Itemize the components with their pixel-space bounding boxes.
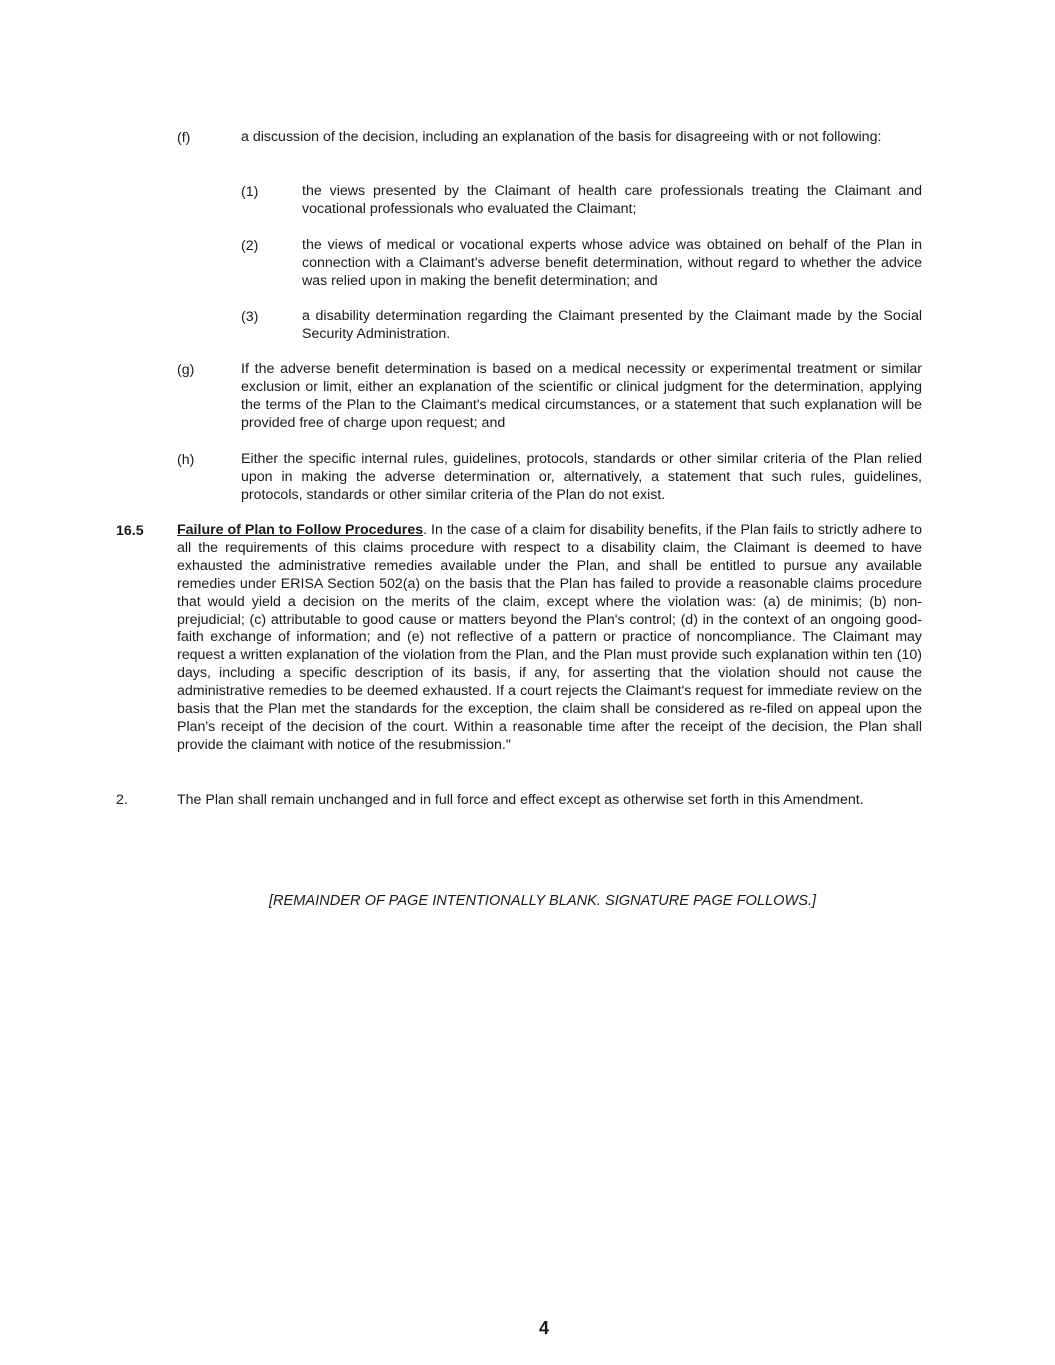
item-g-text: If the adverse benefit determination is based on a medical necessity or experimental treatment or similar exclusion or limit, either an explanation of the scientific or clinical judgment for the determination, applying the terms of the Plan to the Claimant's medical circumstances, or a statement that such explanation will be provided free of charge upon request; and (241, 361, 922, 431)
page-number: 4 (538, 1318, 549, 1338)
subitem-3-label: (3) (241, 309, 259, 325)
section-16-5-title: Failure of Plan to Follow Procedures (177, 522, 424, 538)
subitem-2-label: (2) (241, 238, 259, 254)
subitem-3-text: a disability determination regarding the Claimant presented by the Claimant made by the Social Security Administration. (302, 308, 922, 342)
section-2-text: The Plan shall remain unchanged and in full force and effect except as otherwise set forth in this Amendment. (177, 792, 864, 808)
item-f-text: a discussion of the decision, including an explanation of the basis for disagreeing with or not following: (241, 129, 882, 145)
item-f-label: (f) (177, 130, 191, 146)
section-16-5-body: . In the case of a claim for disability benefits, if the Plan fails to strictly adhere to all the requirements of this claims procedure with respect to a disability claim, the Claimant is deemed to have exhausted the administrative remedies available under the Plan, and shall be entitled to pursue any available remedies under ERISA Section 502(a) on the basis that the Plan has failed to provide a reasonable claims procedure that would yield a decision on the merits of the claim, except where the violation was: (a) de minimis; (b) non-prejudicial; (c) attributable to good cause or matters beyond the Plan's control; (d) in the context of an ongoing good-faith exchange of information; and (e) not reflective of a pattern or practice of noncompliance. The Claimant may request a written explanation of the violation from the Plan, and the Plan must provide such explanation within ten (10) days, including a specific description of its basis, if any, for asserting that the violation should not cause the administrative remedies to be deemed exhausted. If a court rejects the Claimant's request for immediate review on the basis that the Plan met the standards for the exception, the claim shall be considered as re-filed on appeal upon the Plan's receipt of the decision of the court. Within a reasonable time after the receipt of the decision, the Plan shall provide the claimant with notice of the resubmission." (177, 522, 922, 753)
item-h-label: (h) (177, 452, 195, 468)
section-16-5-number: 16.5 (116, 523, 144, 539)
subitem-2-text: the views of medical or vocational experts whose advice was obtained on behalf of the Plan in connection with a Claimant's adverse benefit determination, without regard to whether the advice was relied upon in making the benefit determination; and (302, 237, 922, 289)
remainder-notice: [REMAINDER OF PAGE INTENTIONALLY BLANK. SIGNATURE PAGE FOLLOWS.] (268, 892, 817, 909)
section-2-number: 2. (116, 792, 128, 808)
item-h-text: Either the specific internal rules, guidelines, protocols, standards or other similar criteria of the Plan relied upon in making the adverse determination or, alternatively, a statement that such rules, guidelines, protocols, standards or other similar criteria of the Plan do not exist. (241, 451, 922, 503)
item-g-label: (g) (177, 362, 195, 378)
subitem-1-label: (1) (241, 184, 259, 200)
section-16-5-paragraph (177, 522, 922, 755)
subitem-1-text: the views presented by the Claimant of health care professionals treating the Claimant and vocational professionals who evaluated the Claimant; (302, 183, 922, 217)
